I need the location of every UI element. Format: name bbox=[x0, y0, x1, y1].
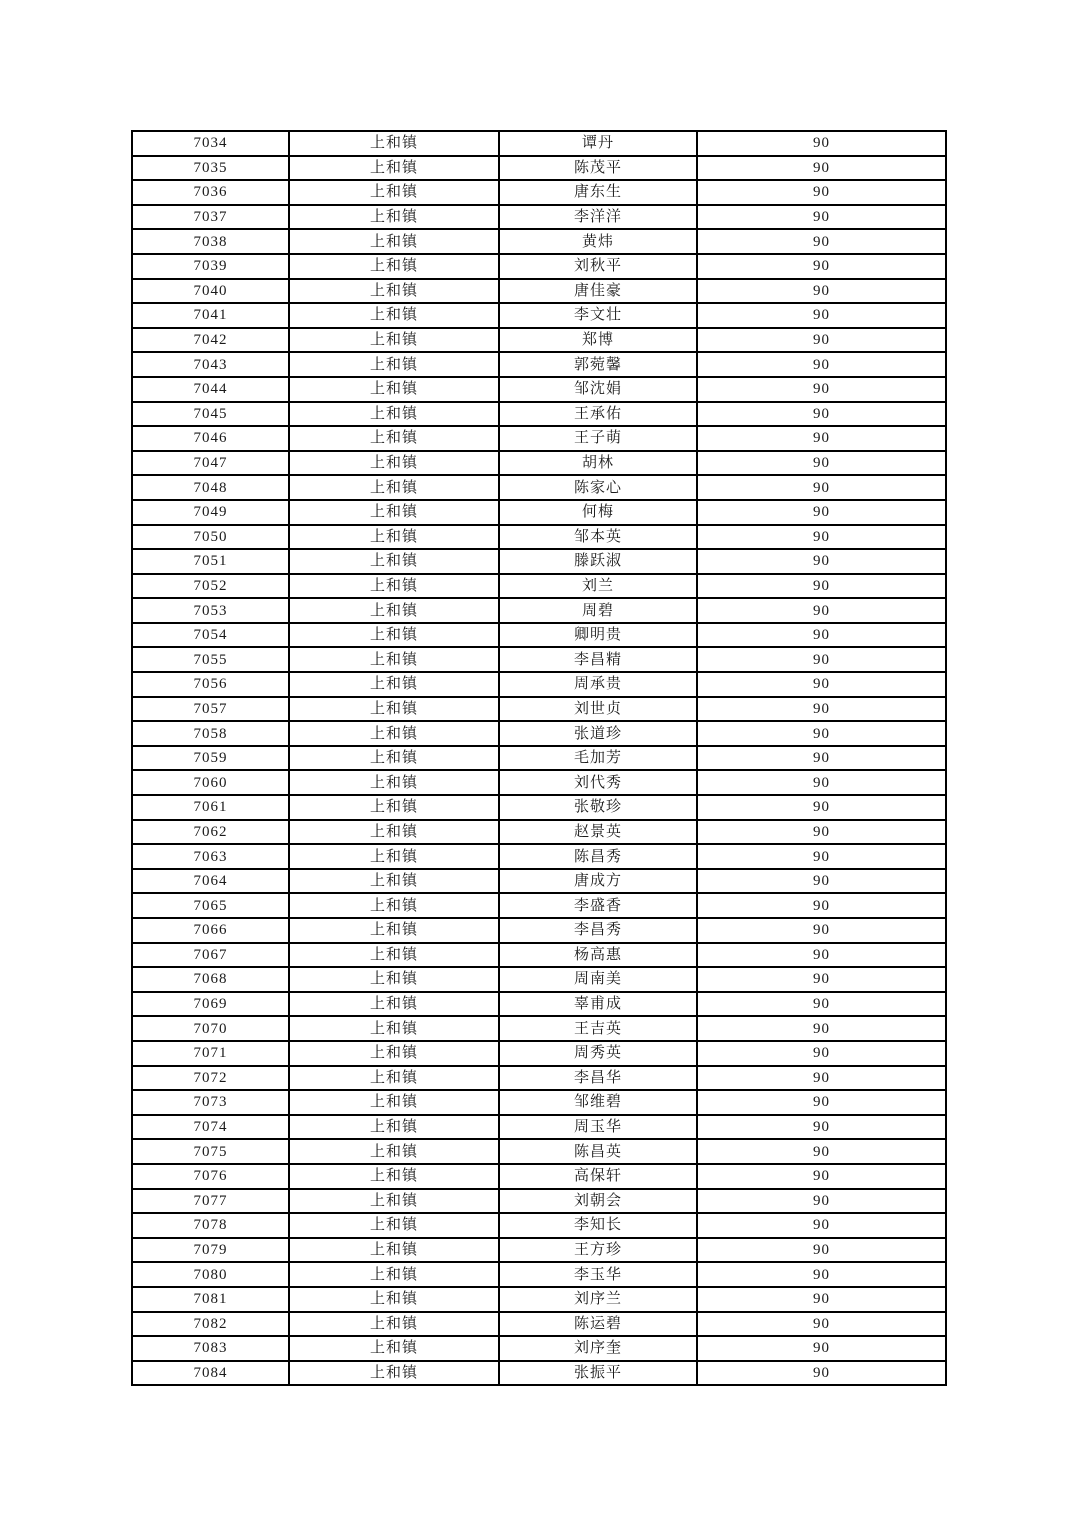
cell-id: 7078 bbox=[132, 1213, 289, 1238]
cell-score: 90 bbox=[697, 1336, 946, 1361]
cell-id: 7053 bbox=[132, 598, 289, 623]
table-row bbox=[132, 746, 946, 771]
cell-town: 上和镇 bbox=[289, 746, 499, 771]
table-row bbox=[132, 1066, 946, 1091]
cell-score: 90 bbox=[697, 254, 946, 279]
cell-id: 7039 bbox=[132, 254, 289, 279]
cell-id: 7042 bbox=[132, 328, 289, 353]
cell-score: 90 bbox=[697, 869, 946, 894]
cell-town: 上和镇 bbox=[289, 1164, 499, 1189]
table-row bbox=[132, 697, 946, 722]
cell-name: 周碧 bbox=[499, 598, 697, 623]
cell-id: 7060 bbox=[132, 770, 289, 795]
cell-id: 7059 bbox=[132, 746, 289, 771]
cell-name: 李知长 bbox=[499, 1213, 697, 1238]
cell-town: 上和镇 bbox=[289, 1139, 499, 1164]
cell-town: 上和镇 bbox=[289, 1041, 499, 1066]
table-row bbox=[132, 500, 946, 525]
cell-name: 刘序兰 bbox=[499, 1287, 697, 1312]
cell-id: 7079 bbox=[132, 1238, 289, 1263]
cell-id: 7047 bbox=[132, 451, 289, 476]
cell-name: 邹维碧 bbox=[499, 1090, 697, 1115]
cell-score: 90 bbox=[697, 672, 946, 697]
cell-score: 90 bbox=[697, 1164, 946, 1189]
cell-town: 上和镇 bbox=[289, 525, 499, 550]
cell-name: 陈茂平 bbox=[499, 156, 697, 181]
cell-name: 陈昌英 bbox=[499, 1139, 697, 1164]
cell-town: 上和镇 bbox=[289, 1287, 499, 1312]
cell-id: 7048 bbox=[132, 475, 289, 500]
cell-id: 7064 bbox=[132, 869, 289, 894]
cell-id: 7041 bbox=[132, 303, 289, 328]
cell-score: 90 bbox=[697, 746, 946, 771]
cell-name: 郭菀馨 bbox=[499, 352, 697, 377]
cell-score: 90 bbox=[697, 279, 946, 304]
cell-id: 7074 bbox=[132, 1115, 289, 1140]
cell-score: 90 bbox=[697, 180, 946, 205]
table-row bbox=[132, 1287, 946, 1312]
cell-score: 90 bbox=[697, 475, 946, 500]
table-row bbox=[132, 893, 946, 918]
cell-town: 上和镇 bbox=[289, 623, 499, 648]
cell-town: 上和镇 bbox=[289, 1312, 499, 1337]
cell-id: 7070 bbox=[132, 1016, 289, 1041]
cell-score: 90 bbox=[697, 500, 946, 525]
cell-id: 7036 bbox=[132, 180, 289, 205]
table-row bbox=[132, 377, 946, 402]
table-row bbox=[132, 820, 946, 845]
cell-name: 陈家心 bbox=[499, 475, 697, 500]
cell-town: 上和镇 bbox=[289, 574, 499, 599]
cell-score: 90 bbox=[697, 377, 946, 402]
table-row bbox=[132, 303, 946, 328]
cell-name: 张道珍 bbox=[499, 721, 697, 746]
cell-score: 90 bbox=[697, 205, 946, 230]
cell-name: 刘朝会 bbox=[499, 1189, 697, 1214]
cell-id: 7054 bbox=[132, 623, 289, 648]
cell-id: 7057 bbox=[132, 697, 289, 722]
cell-town: 上和镇 bbox=[289, 869, 499, 894]
cell-name: 唐佳豪 bbox=[499, 279, 697, 304]
cell-score: 90 bbox=[697, 844, 946, 869]
cell-score: 90 bbox=[697, 525, 946, 550]
cell-name: 李洋洋 bbox=[499, 205, 697, 230]
cell-id: 7065 bbox=[132, 893, 289, 918]
cell-town: 上和镇 bbox=[289, 943, 499, 968]
cell-town: 上和镇 bbox=[289, 229, 499, 254]
cell-score: 90 bbox=[697, 328, 946, 353]
cell-score: 90 bbox=[697, 918, 946, 943]
cell-id: 7062 bbox=[132, 820, 289, 845]
cell-id: 7081 bbox=[132, 1287, 289, 1312]
table-row bbox=[132, 352, 946, 377]
cell-name: 陈昌秀 bbox=[499, 844, 697, 869]
cell-name: 李玉华 bbox=[499, 1262, 697, 1287]
table-row bbox=[132, 943, 946, 968]
cell-score: 90 bbox=[697, 721, 946, 746]
cell-name: 张敬珍 bbox=[499, 795, 697, 820]
cell-town: 上和镇 bbox=[289, 402, 499, 427]
cell-score: 90 bbox=[697, 1115, 946, 1140]
table-row bbox=[132, 1090, 946, 1115]
cell-id: 7052 bbox=[132, 574, 289, 599]
cell-town: 上和镇 bbox=[289, 1115, 499, 1140]
cell-score: 90 bbox=[697, 795, 946, 820]
cell-name: 李昌精 bbox=[499, 647, 697, 672]
cell-score: 90 bbox=[697, 1016, 946, 1041]
cell-score: 90 bbox=[697, 574, 946, 599]
table-row bbox=[132, 918, 946, 943]
table-row bbox=[132, 1016, 946, 1041]
cell-town: 上和镇 bbox=[289, 770, 499, 795]
cell-town: 上和镇 bbox=[289, 820, 499, 845]
cell-name: 李昌华 bbox=[499, 1066, 697, 1091]
cell-name: 辜甫成 bbox=[499, 992, 697, 1017]
cell-name: 刘代秀 bbox=[499, 770, 697, 795]
table-row bbox=[132, 721, 946, 746]
cell-name: 陈运碧 bbox=[499, 1312, 697, 1337]
cell-name: 王子萌 bbox=[499, 426, 697, 451]
table-row bbox=[132, 1262, 946, 1287]
cell-id: 7067 bbox=[132, 943, 289, 968]
cell-town: 上和镇 bbox=[289, 328, 499, 353]
cell-score: 90 bbox=[697, 229, 946, 254]
cell-id: 7076 bbox=[132, 1164, 289, 1189]
cell-score: 90 bbox=[697, 647, 946, 672]
cell-score: 90 bbox=[697, 1189, 946, 1214]
cell-id: 7040 bbox=[132, 279, 289, 304]
cell-name: 李昌秀 bbox=[499, 918, 697, 943]
cell-name: 周玉华 bbox=[499, 1115, 697, 1140]
cell-score: 90 bbox=[697, 1041, 946, 1066]
cell-id: 7055 bbox=[132, 647, 289, 672]
cell-town: 上和镇 bbox=[289, 893, 499, 918]
cell-score: 90 bbox=[697, 1287, 946, 1312]
cell-town: 上和镇 bbox=[289, 451, 499, 476]
cell-town: 上和镇 bbox=[289, 377, 499, 402]
table-row bbox=[132, 1041, 946, 1066]
table-row bbox=[132, 647, 946, 672]
cell-score: 90 bbox=[697, 943, 946, 968]
cell-id: 7068 bbox=[132, 967, 289, 992]
cell-id: 7072 bbox=[132, 1066, 289, 1091]
cell-score: 90 bbox=[697, 303, 946, 328]
cell-id: 7035 bbox=[132, 156, 289, 181]
cell-score: 90 bbox=[697, 967, 946, 992]
cell-town: 上和镇 bbox=[289, 992, 499, 1017]
cell-id: 7044 bbox=[132, 377, 289, 402]
cell-id: 7037 bbox=[132, 205, 289, 230]
table-row bbox=[132, 229, 946, 254]
cell-name: 王承佑 bbox=[499, 402, 697, 427]
cell-name: 刘世贞 bbox=[499, 697, 697, 722]
cell-id: 7045 bbox=[132, 402, 289, 427]
cell-score: 90 bbox=[697, 156, 946, 181]
cell-id: 7080 bbox=[132, 1262, 289, 1287]
cell-name: 刘序奎 bbox=[499, 1336, 697, 1361]
cell-town: 上和镇 bbox=[289, 549, 499, 574]
cell-score: 90 bbox=[697, 1238, 946, 1263]
cell-town: 上和镇 bbox=[289, 697, 499, 722]
cell-name: 毛加芳 bbox=[499, 746, 697, 771]
table-row bbox=[132, 598, 946, 623]
cell-id: 7051 bbox=[132, 549, 289, 574]
cell-name: 黄炜 bbox=[499, 229, 697, 254]
cell-town: 上和镇 bbox=[289, 672, 499, 697]
cell-town: 上和镇 bbox=[289, 1189, 499, 1214]
cell-score: 90 bbox=[697, 1139, 946, 1164]
cell-name: 邹沈娟 bbox=[499, 377, 697, 402]
table-row bbox=[132, 426, 946, 451]
cell-town: 上和镇 bbox=[289, 844, 499, 869]
cell-name: 李盛香 bbox=[499, 893, 697, 918]
cell-score: 90 bbox=[697, 426, 946, 451]
table-row bbox=[132, 279, 946, 304]
cell-name: 胡林 bbox=[499, 451, 697, 476]
cell-score: 90 bbox=[697, 623, 946, 648]
cell-name: 周南美 bbox=[499, 967, 697, 992]
records-table-body bbox=[132, 131, 946, 1385]
table-row bbox=[132, 574, 946, 599]
cell-name: 唐成方 bbox=[499, 869, 697, 894]
cell-town: 上和镇 bbox=[289, 352, 499, 377]
cell-town: 上和镇 bbox=[289, 180, 499, 205]
table-row bbox=[132, 205, 946, 230]
cell-name: 何梅 bbox=[499, 500, 697, 525]
cell-town: 上和镇 bbox=[289, 1361, 499, 1386]
cell-id: 7050 bbox=[132, 525, 289, 550]
cell-town: 上和镇 bbox=[289, 1090, 499, 1115]
cell-score: 90 bbox=[697, 893, 946, 918]
table-row bbox=[132, 475, 946, 500]
cell-name: 杨高惠 bbox=[499, 943, 697, 968]
table-row bbox=[132, 1213, 946, 1238]
cell-town: 上和镇 bbox=[289, 1016, 499, 1041]
cell-score: 90 bbox=[697, 820, 946, 845]
cell-score: 90 bbox=[697, 549, 946, 574]
cell-id: 7034 bbox=[132, 131, 289, 156]
table-row bbox=[132, 770, 946, 795]
table-row bbox=[132, 869, 946, 894]
cell-town: 上和镇 bbox=[289, 279, 499, 304]
cell-name: 卿明贵 bbox=[499, 623, 697, 648]
table-row bbox=[132, 156, 946, 181]
cell-town: 上和镇 bbox=[289, 426, 499, 451]
cell-name: 王吉英 bbox=[499, 1016, 697, 1041]
table-row bbox=[132, 1361, 946, 1386]
cell-town: 上和镇 bbox=[289, 303, 499, 328]
table-row bbox=[132, 549, 946, 574]
cell-town: 上和镇 bbox=[289, 131, 499, 156]
cell-id: 7084 bbox=[132, 1361, 289, 1386]
cell-id: 7056 bbox=[132, 672, 289, 697]
cell-town: 上和镇 bbox=[289, 1066, 499, 1091]
cell-town: 上和镇 bbox=[289, 1213, 499, 1238]
table-row bbox=[132, 1164, 946, 1189]
cell-name: 赵景英 bbox=[499, 820, 697, 845]
cell-score: 90 bbox=[697, 1312, 946, 1337]
cell-name: 周秀英 bbox=[499, 1041, 697, 1066]
table-row bbox=[132, 1115, 946, 1140]
cell-name: 邹本英 bbox=[499, 525, 697, 550]
cell-id: 7077 bbox=[132, 1189, 289, 1214]
cell-score: 90 bbox=[697, 598, 946, 623]
cell-town: 上和镇 bbox=[289, 795, 499, 820]
cell-name: 郑博 bbox=[499, 328, 697, 353]
cell-name: 刘兰 bbox=[499, 574, 697, 599]
cell-town: 上和镇 bbox=[289, 254, 499, 279]
cell-score: 90 bbox=[697, 770, 946, 795]
table-row bbox=[132, 1336, 946, 1361]
cell-id: 7043 bbox=[132, 352, 289, 377]
table-row bbox=[132, 967, 946, 992]
cell-name: 滕跃淑 bbox=[499, 549, 697, 574]
cell-town: 上和镇 bbox=[289, 1238, 499, 1263]
cell-town: 上和镇 bbox=[289, 1336, 499, 1361]
cell-score: 90 bbox=[697, 402, 946, 427]
cell-id: 7049 bbox=[132, 500, 289, 525]
table-row bbox=[132, 844, 946, 869]
cell-name: 高保轩 bbox=[499, 1164, 697, 1189]
cell-score: 90 bbox=[697, 992, 946, 1017]
cell-id: 7046 bbox=[132, 426, 289, 451]
cell-id: 7058 bbox=[132, 721, 289, 746]
cell-town: 上和镇 bbox=[289, 598, 499, 623]
cell-name: 周承贵 bbox=[499, 672, 697, 697]
cell-id: 7061 bbox=[132, 795, 289, 820]
table-row bbox=[132, 402, 946, 427]
cell-town: 上和镇 bbox=[289, 918, 499, 943]
cell-town: 上和镇 bbox=[289, 475, 499, 500]
cell-id: 7082 bbox=[132, 1312, 289, 1337]
cell-town: 上和镇 bbox=[289, 1262, 499, 1287]
cell-id: 7073 bbox=[132, 1090, 289, 1115]
table-row bbox=[132, 795, 946, 820]
cell-town: 上和镇 bbox=[289, 967, 499, 992]
cell-score: 90 bbox=[697, 1213, 946, 1238]
table-row bbox=[132, 254, 946, 279]
cell-id: 7069 bbox=[132, 992, 289, 1017]
cell-name: 张振平 bbox=[499, 1361, 697, 1386]
cell-id: 7063 bbox=[132, 844, 289, 869]
cell-town: 上和镇 bbox=[289, 156, 499, 181]
cell-score: 90 bbox=[697, 131, 946, 156]
cell-name: 谭丹 bbox=[499, 131, 697, 156]
cell-name: 王方珍 bbox=[499, 1238, 697, 1263]
cell-town: 上和镇 bbox=[289, 500, 499, 525]
table-row bbox=[132, 328, 946, 353]
cell-town: 上和镇 bbox=[289, 647, 499, 672]
cell-score: 90 bbox=[697, 1361, 946, 1386]
table-row bbox=[132, 451, 946, 476]
cell-name: 李文壮 bbox=[499, 303, 697, 328]
cell-name: 唐东生 bbox=[499, 180, 697, 205]
table-row bbox=[132, 992, 946, 1017]
cell-id: 7066 bbox=[132, 918, 289, 943]
cell-id: 7075 bbox=[132, 1139, 289, 1164]
table-row bbox=[132, 1139, 946, 1164]
table-row bbox=[132, 131, 946, 156]
cell-score: 90 bbox=[697, 451, 946, 476]
cell-score: 90 bbox=[697, 697, 946, 722]
table-row bbox=[132, 525, 946, 550]
table-row bbox=[132, 1238, 946, 1263]
cell-id: 7083 bbox=[132, 1336, 289, 1361]
cell-town: 上和镇 bbox=[289, 205, 499, 230]
cell-id: 7071 bbox=[132, 1041, 289, 1066]
table-row bbox=[132, 623, 946, 648]
cell-name: 刘秋平 bbox=[499, 254, 697, 279]
table-row bbox=[132, 1189, 946, 1214]
cell-id: 7038 bbox=[132, 229, 289, 254]
table-row bbox=[132, 180, 946, 205]
cell-score: 90 bbox=[697, 1066, 946, 1091]
records-table bbox=[131, 130, 947, 1386]
cell-score: 90 bbox=[697, 1262, 946, 1287]
cell-score: 90 bbox=[697, 352, 946, 377]
table-row bbox=[132, 1312, 946, 1337]
table-row bbox=[132, 672, 946, 697]
cell-town: 上和镇 bbox=[289, 721, 499, 746]
cell-score: 90 bbox=[697, 1090, 946, 1115]
